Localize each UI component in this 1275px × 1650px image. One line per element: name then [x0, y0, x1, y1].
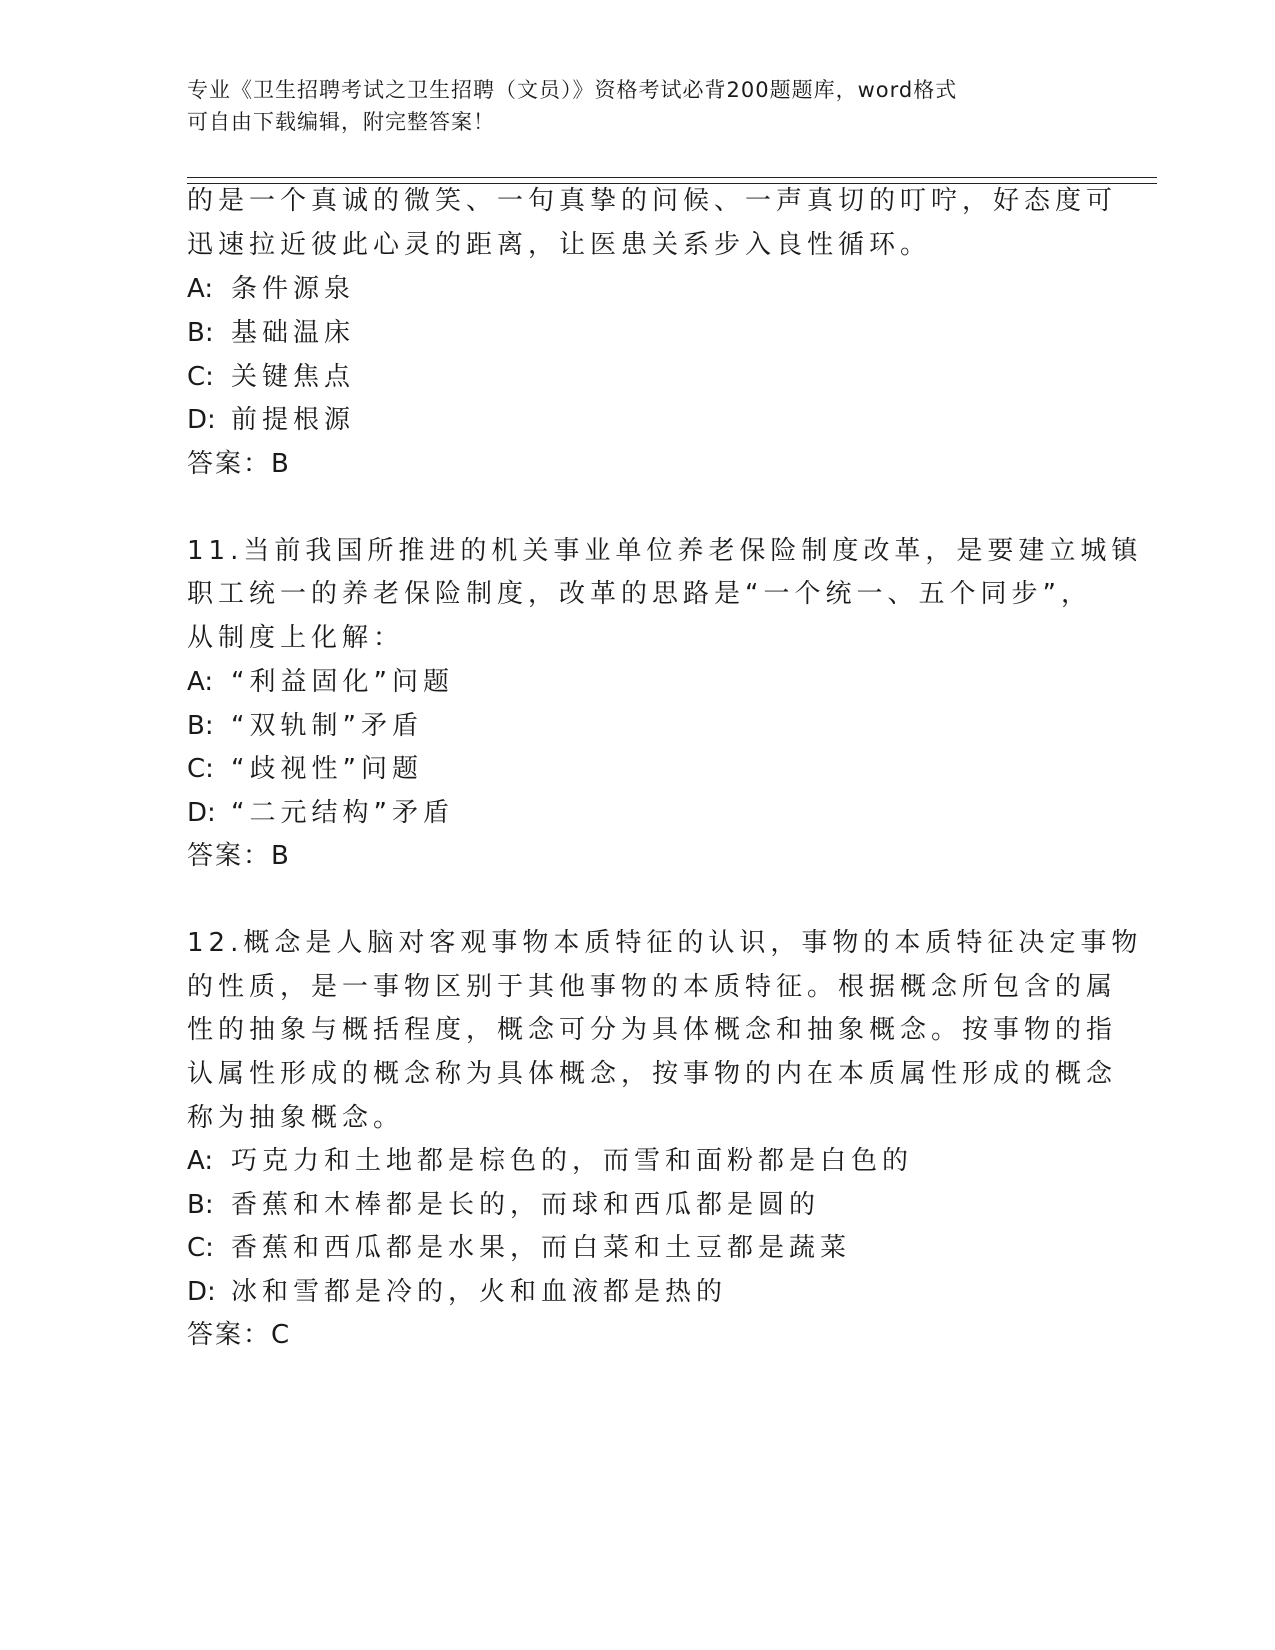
option-text: “歧视性”问题	[231, 754, 423, 784]
option-letter: C:	[187, 1233, 214, 1263]
header-divider-bottom	[187, 183, 1157, 184]
q11-stem-line-1: 11.当前我国所推进的机关事业单位养老保险制度改革，是要建立城镇	[187, 536, 1143, 566]
document-header	[187, 74, 1087, 138]
header-title-line-2: 可自由下载编辑，附完整答案！	[187, 110, 495, 134]
q12-option-c	[187, 1233, 851, 1263]
q10-option-c	[187, 362, 355, 392]
option-letter: B:	[187, 318, 214, 348]
option-letter: B:	[187, 711, 214, 741]
option-letter: C:	[187, 362, 214, 392]
q12-stem-line-5: 称为抽象概念。	[187, 1103, 405, 1133]
q10-option-a	[187, 274, 355, 304]
option-letter: A:	[187, 1146, 214, 1176]
option-letter: C:	[187, 754, 214, 784]
option-text: “双轨制”矛盾	[231, 711, 423, 741]
option-text: 巧克力和土地都是棕色的，而雪和面粉都是白色的	[231, 1146, 914, 1176]
q12-option-a	[187, 1146, 913, 1176]
q11-stem-line-3: 从制度上化解：	[187, 623, 405, 653]
option-text: “利益固化”问题	[231, 667, 454, 697]
option-letter: B:	[187, 1190, 214, 1220]
option-text: 关键焦点	[231, 362, 356, 392]
option-letter: D:	[187, 405, 216, 435]
q11-stem-line-2: 职工统一的养老保险制度，改革的思路是“一个统一、五个同步”，	[187, 579, 1092, 609]
q10-stem-line-1: 的是一个真诚的微笑、一句真挚的问候、一声真切的叮咛，好态度可	[187, 186, 1118, 216]
option-letter: A:	[187, 667, 214, 697]
q12-stem-line-2: 的性质，是一事物区别于其他事物的本质特征。根据概念所包含的属	[187, 972, 1118, 1002]
option-letter: D:	[187, 1277, 216, 1307]
header-divider-top	[187, 177, 1157, 178]
option-text: 冰和雪都是冷的，火和血液都是热的	[231, 1277, 728, 1307]
option-text: 前提根源	[231, 405, 356, 435]
q11-option-b	[187, 711, 423, 741]
option-text: 香蕉和木棒都是长的，而球和西瓜都是圆的	[231, 1190, 821, 1220]
q11-option-c	[187, 754, 423, 784]
q12-stem-line-4: 认属性形成的概念称为具体概念，按事物的内在本质属性形成的概念	[187, 1059, 1118, 1089]
q10-option-d	[187, 405, 355, 435]
q12-option-b	[187, 1190, 820, 1220]
q10-option-b	[187, 318, 355, 348]
q12-stem-line-3: 性的抽象与概括程度，概念可分为具体概念和抽象概念。按事物的指	[187, 1015, 1118, 1045]
option-text: 条件源泉	[231, 274, 356, 304]
option-text: 基础温床	[231, 318, 356, 348]
option-text: 香蕉和西瓜都是水果，而白菜和土豆都是蔬菜	[231, 1233, 852, 1263]
q11-option-a	[187, 667, 454, 697]
q12-option-d	[187, 1277, 727, 1307]
option-letter: D:	[187, 798, 216, 828]
q11-answer: 答案：B	[187, 841, 291, 871]
q12-answer: 答案：C	[187, 1320, 292, 1350]
q10-stem-line-2: 迅速拉近彼此心灵的距离，让医患关系步入良性循环。	[187, 230, 932, 260]
q11-option-d	[187, 798, 454, 828]
q12-stem-line-1: 12.概念是人脑对客观事物本质特征的认识，事物的本质特征决定事物	[187, 928, 1143, 958]
option-text: “二元结构”矛盾	[231, 798, 454, 828]
q10-answer: 答案：B	[187, 449, 291, 479]
header-title-line-1: 专业《卫生招聘考试之卫生招聘（文员）》资格考试必背200题题库，word格式	[187, 78, 958, 102]
option-letter: A:	[187, 274, 214, 304]
